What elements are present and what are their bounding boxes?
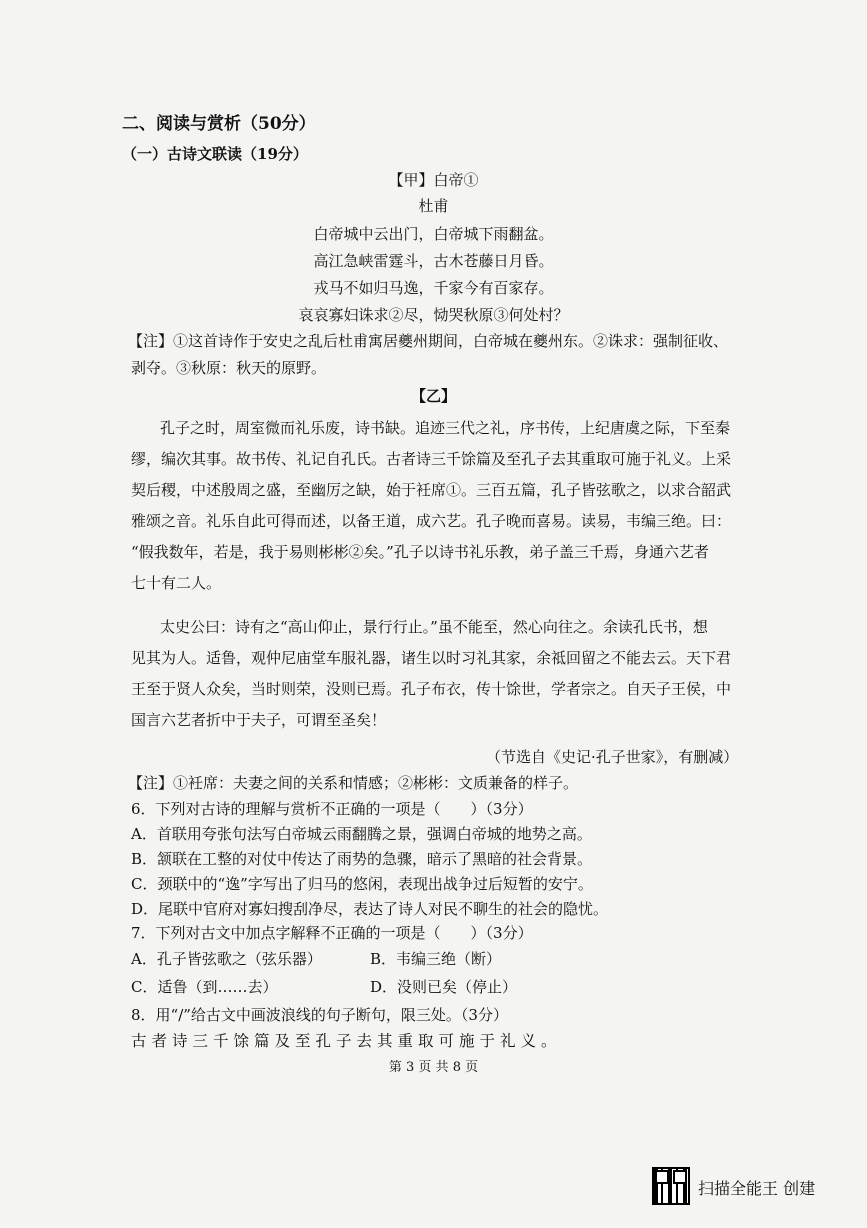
page-number: 第 3 页 共 8 页	[388, 1060, 479, 1075]
prose-line: 雅颂之音。礼乐自此可得而述，以备王道，成六艺。孔子晚而喜易。读易，韦编三绝。曰：	[131, 512, 732, 530]
qr-code-icon	[652, 1167, 690, 1205]
question-7-option-d: D．没则已矣（停止）	[370, 978, 518, 996]
prose-line: 缪，编次其事。故书传、礼记自孔氏。古者诗三千馀篇及至孔子去其重取可施于礼义。上采	[131, 450, 732, 468]
poem-line-2: 高江急峡雷霆斗，古木苍藤日月昏。	[313, 252, 554, 270]
poem-heading: 【甲】白帝①	[388, 171, 479, 189]
prose-line: 王至于贤人众矣，当时则荣，没则已焉。孔子布衣，传十馀世，学者宗之。自天子王侯，中	[131, 680, 732, 698]
poem-line-1: 白帝城中云出门，白帝城下雨翻盆。	[313, 225, 554, 243]
poem-line-3: 戎马不如归马逸，千家今有百家存。	[313, 279, 554, 297]
prose-line: 契后稷，中述殷周之盛，至幽厉之缺，始于衽席①。三百五篇，孔子皆弦歌之，以求合韶武	[131, 481, 732, 499]
prose-line: 孔子之时，周室微而礼乐废，诗书缺。追迹三代之礼，序书传，上纪唐虞之际，下至秦	[160, 419, 731, 437]
prose-line: “假我数年，若是，我于易则彬彬②矣。”孔子以诗书礼乐教，弟子盖三千焉，身通六艺者	[131, 543, 709, 561]
question-6-option-b: B．颔联在工整的对仗中传达了雨势的急骤，暗示了黑暗的社会背景。	[131, 850, 593, 868]
poem-note-line-2: 剥夺。③秋原：秋天的原野。	[131, 359, 327, 377]
question-6-stem: 6．下列对古诗的理解与赏析不正确的一项是（ ）（3分）	[131, 800, 533, 818]
prose-line: 国言六艺者折中于夫子，可谓至圣矣！	[131, 711, 387, 729]
question-7-option-c: C．适鲁（到……去）	[131, 978, 278, 996]
section-title: 二、阅读与赏析（50分）	[122, 114, 316, 134]
question-7-stem: 7．下列对古文中加点字解释不正确的一项是（ ）（3分）	[131, 924, 533, 942]
question-6-option-d: D．尾联中官府对寡妇搜刮净尽，表达了诗人对民不聊生的社会的隐忧。	[131, 900, 609, 918]
question-7-option-a: A．孔子皆弦歌之（弦乐器）	[131, 950, 322, 968]
prose-line: 见其为人。适鲁，观仲尼庙堂车服礼器，诸生以时习礼其家，余祗回留之不能去云。天下君	[131, 649, 732, 667]
poem-note-line-1: 【注】①这首诗作于安史之乱后杜甫寓居夔州期间，白帝城在夔州东。②诛求：强制征收、	[128, 332, 729, 350]
question-6-option-c: C．颈联中的“逸”字写出了归马的悠闲，表现出战争过后短暂的安宁。	[131, 875, 593, 893]
poem-line-4: 哀哀寡妇诛求②尽，恸哭秋原③何处村？	[298, 306, 569, 324]
scanner-watermark: 扫描全能王 创建	[698, 1179, 816, 1198]
prose-heading: 【乙】	[410, 387, 456, 405]
prose-note: 【注】①衽席：夫妻之间的关系和情感；②彬彬：文质兼备的样子。	[128, 774, 579, 792]
prose-source: （节选自《史记·孔子世家》，有删减）	[486, 748, 739, 766]
prose-line: 太史公曰：诗有之“高山仰止，景行行止。”虽不能至，然心向往之。余读孔氏书，想	[160, 618, 708, 636]
question-7-option-b: B．韦编三绝（断）	[370, 950, 502, 968]
question-8-sentence: 古者诗三千馀篇及至孔子去其重取可施于礼义。	[131, 1032, 562, 1050]
question-6-option-a: A．首联用夸张句法写白帝城云雨翻腾之景，强调白帝城的地势之高。	[131, 825, 592, 843]
subsection-title: （一）古诗文联读（19分）	[122, 145, 308, 163]
poem-author: 杜甫	[418, 197, 449, 215]
prose-line: 七十有二人。	[131, 574, 222, 592]
question-8-stem: 8．用“/”给古文中画波浪线的句子断句，限三处。（3分）	[131, 1006, 508, 1024]
